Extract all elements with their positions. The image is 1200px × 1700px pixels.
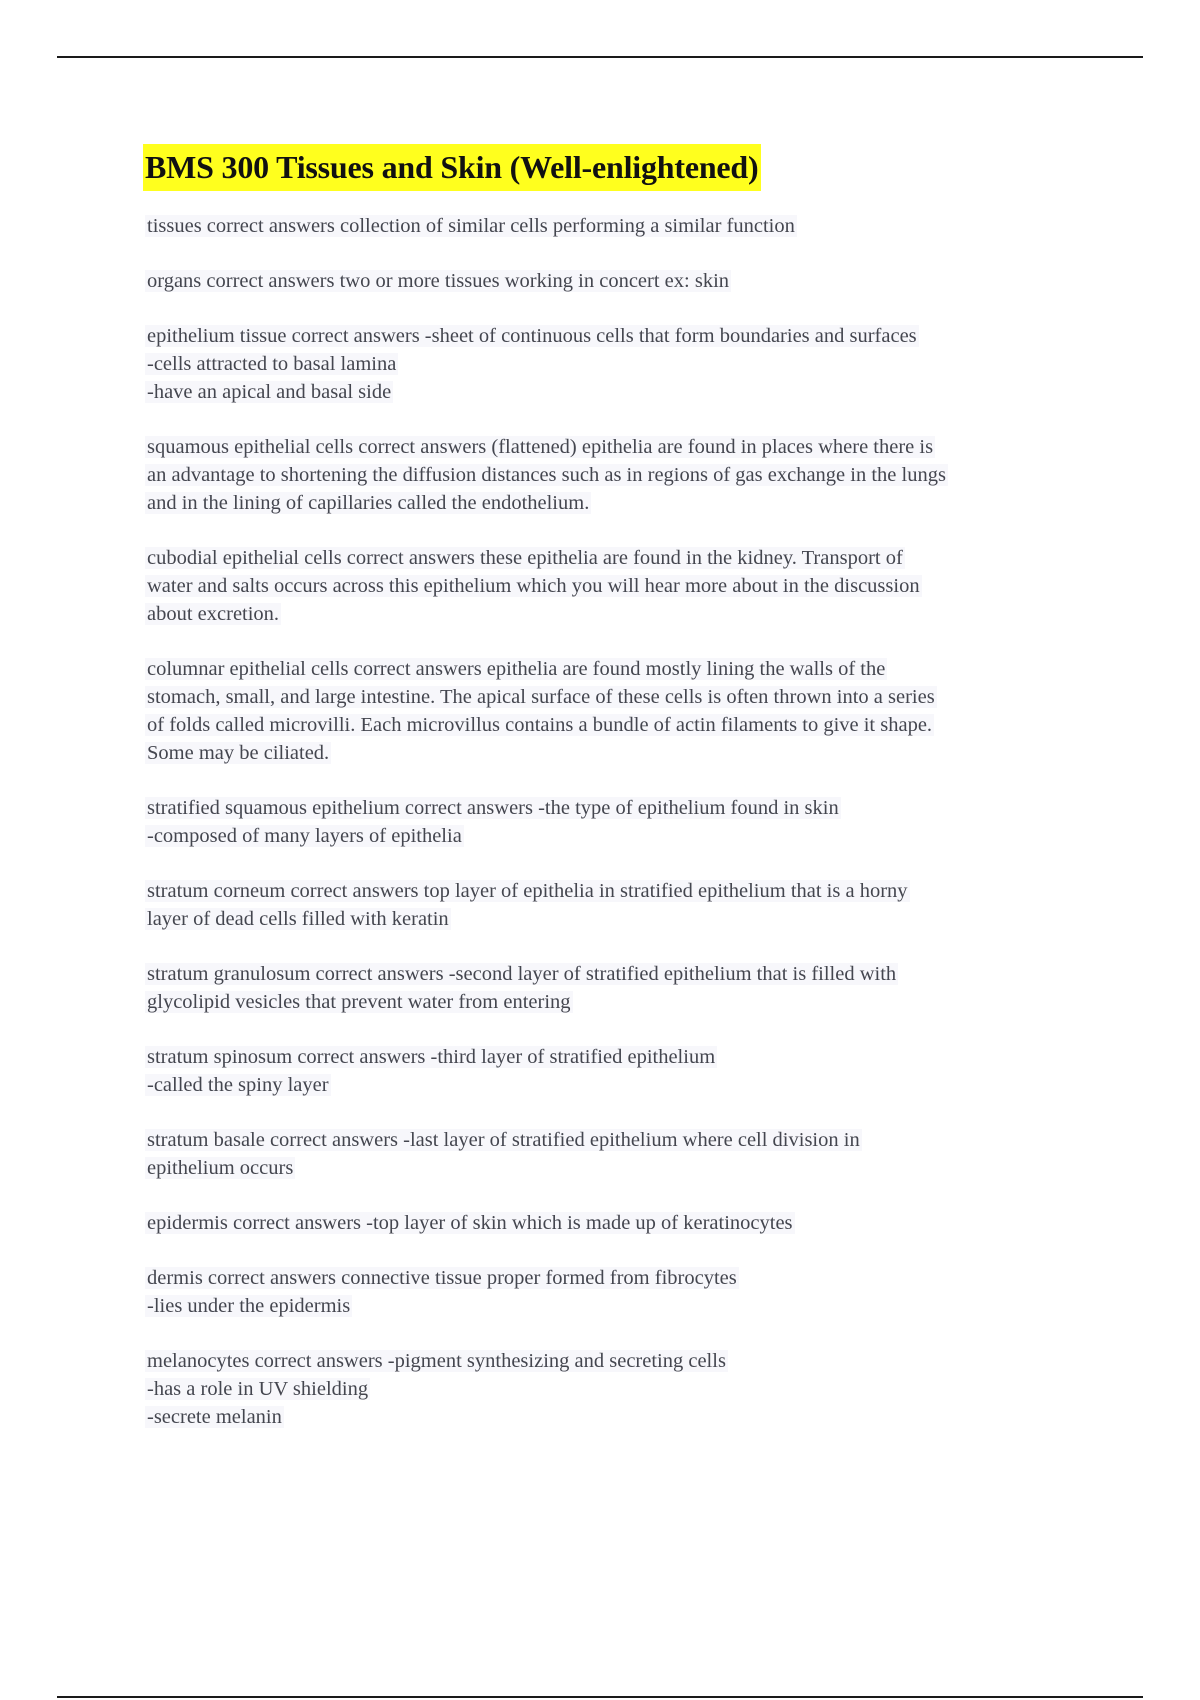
- entry-text: stratum basale correct answers -last layer of stratified epithelium where cell division in: [147, 1129, 860, 1151]
- entry-line: [145, 1043, 1095, 1071]
- entry-line: [145, 877, 1095, 905]
- flashcard-entry: [145, 1347, 1095, 1431]
- entry-line: [145, 1292, 1095, 1320]
- entry-line: [145, 1403, 1095, 1431]
- flashcard-entry: [145, 794, 1095, 850]
- entry-text: an advantage to shortening the diffusion distances such as in regions of gas exchange in the lungs: [147, 464, 946, 486]
- entry-line: [145, 960, 1095, 988]
- entry-text: organs correct answers two or more tissues working in concert ex: skin: [147, 270, 730, 292]
- entry-text: dermis correct answers connective tissue proper formed from fibrocytes: [147, 1267, 737, 1289]
- bottom-rule: [57, 1696, 1143, 1698]
- flashcard-entry: [145, 1209, 1095, 1237]
- entry-line: [145, 794, 1095, 822]
- entry-line: [145, 489, 1095, 517]
- entry-text: cubodial epithelial cells correct answers these epithelia are found in the kidney. Transport of: [147, 547, 903, 569]
- entry-text: -lies under the epidermis: [147, 1295, 351, 1317]
- entry-text: -has a role in UV shielding: [147, 1378, 369, 1400]
- flashcard-entry: [145, 212, 1095, 240]
- entry-line: [145, 461, 1095, 489]
- entry-line: [145, 572, 1095, 600]
- entry-text: stratum spinosum correct answers -third layer of stratified epithelium: [147, 1046, 716, 1068]
- entry-text: squamous epithelial cells correct answers (flattened) epithelia are found in places where there is: [147, 436, 934, 458]
- entry-text: melanocytes correct answers -pigment synthesizing and secreting cells: [147, 1350, 726, 1372]
- entry-line: [145, 1071, 1095, 1099]
- entry-text: epidermis correct answers -top layer of skin which is made up of keratinocytes: [147, 1212, 793, 1234]
- entry-text: stratum granulosum correct answers -second layer of stratified epithelium that is filled with: [147, 963, 897, 985]
- entry-line: [145, 739, 1095, 767]
- entry-text: glycolipid vesicles that prevent water from entering: [147, 991, 571, 1013]
- entry-text: -cells attracted to basal lamina: [147, 353, 397, 375]
- entry-text: stratum corneum correct answers top layer of epithelia in stratified epithelium that is a horny: [147, 880, 908, 902]
- entry-text: epithelium occurs: [147, 1157, 294, 1179]
- flashcard-list: [145, 212, 1095, 1458]
- entry-text: and in the lining of capillaries called the endothelium.: [147, 492, 590, 514]
- entry-line: [145, 1264, 1095, 1292]
- flashcard-entry: [145, 544, 1095, 628]
- document-title: BMS 300 Tissues and Skin (Well-enlightened): [143, 144, 761, 191]
- flashcard-entry: [145, 433, 1095, 517]
- flashcard-entry: [145, 655, 1095, 767]
- entry-line: [145, 655, 1095, 683]
- entry-line: [145, 988, 1095, 1016]
- flashcard-entry: [145, 322, 1095, 406]
- entry-line: [145, 350, 1095, 378]
- entry-line: [145, 1154, 1095, 1182]
- flashcard-entry: [145, 1043, 1095, 1099]
- entry-text: about excretion.: [147, 603, 280, 625]
- top-rule: [57, 56, 1143, 58]
- entry-line: [145, 322, 1095, 350]
- entry-line: [145, 1209, 1095, 1237]
- entry-text: water and salts occurs across this epithelium which you will hear more about in the discussion: [147, 575, 920, 597]
- entry-line: [145, 544, 1095, 572]
- entry-text: tissues correct answers collection of similar cells performing a similar function: [147, 215, 795, 237]
- entry-line: [145, 683, 1095, 711]
- entry-text: Some may be ciliated.: [147, 742, 330, 764]
- entry-line: [145, 905, 1095, 933]
- entry-text: stratified squamous epithelium correct answers -the type of epithelium found in skin: [147, 797, 839, 819]
- entry-line: [145, 1347, 1095, 1375]
- entry-text: columnar epithelial cells correct answers epithelia are found mostly lining the walls of the: [147, 658, 886, 680]
- flashcard-entry: [145, 267, 1095, 295]
- entry-line: [145, 1375, 1095, 1403]
- entry-text: of folds called microvilli. Each microvillus contains a bundle of actin filaments to give it shape.: [147, 714, 933, 736]
- entry-text: -composed of many layers of epithelia: [147, 825, 462, 847]
- entry-text: layer of dead cells filled with keratin: [147, 908, 449, 930]
- entry-line: [145, 822, 1095, 850]
- flashcard-entry: [145, 1126, 1095, 1182]
- flashcard-entry: [145, 1264, 1095, 1320]
- flashcard-entry: [145, 877, 1095, 933]
- flashcard-entry: [145, 960, 1095, 1016]
- entry-text: -secrete melanin: [147, 1406, 282, 1428]
- entry-line: [145, 378, 1095, 406]
- entry-line: [145, 267, 1095, 295]
- entry-text: -called the spiny layer: [147, 1074, 329, 1096]
- entry-line: [145, 600, 1095, 628]
- entry-text: epithelium tissue correct answers -sheet of continuous cells that form boundaries and surfaces: [147, 325, 917, 347]
- entry-text: -have an apical and basal side: [147, 381, 392, 403]
- entry-line: [145, 1126, 1095, 1154]
- entry-line: [145, 711, 1095, 739]
- entry-line: [145, 212, 1095, 240]
- entry-line: [145, 433, 1095, 461]
- entry-text: stomach, small, and large intestine. The apical surface of these cells is often thrown into a series: [147, 686, 935, 708]
